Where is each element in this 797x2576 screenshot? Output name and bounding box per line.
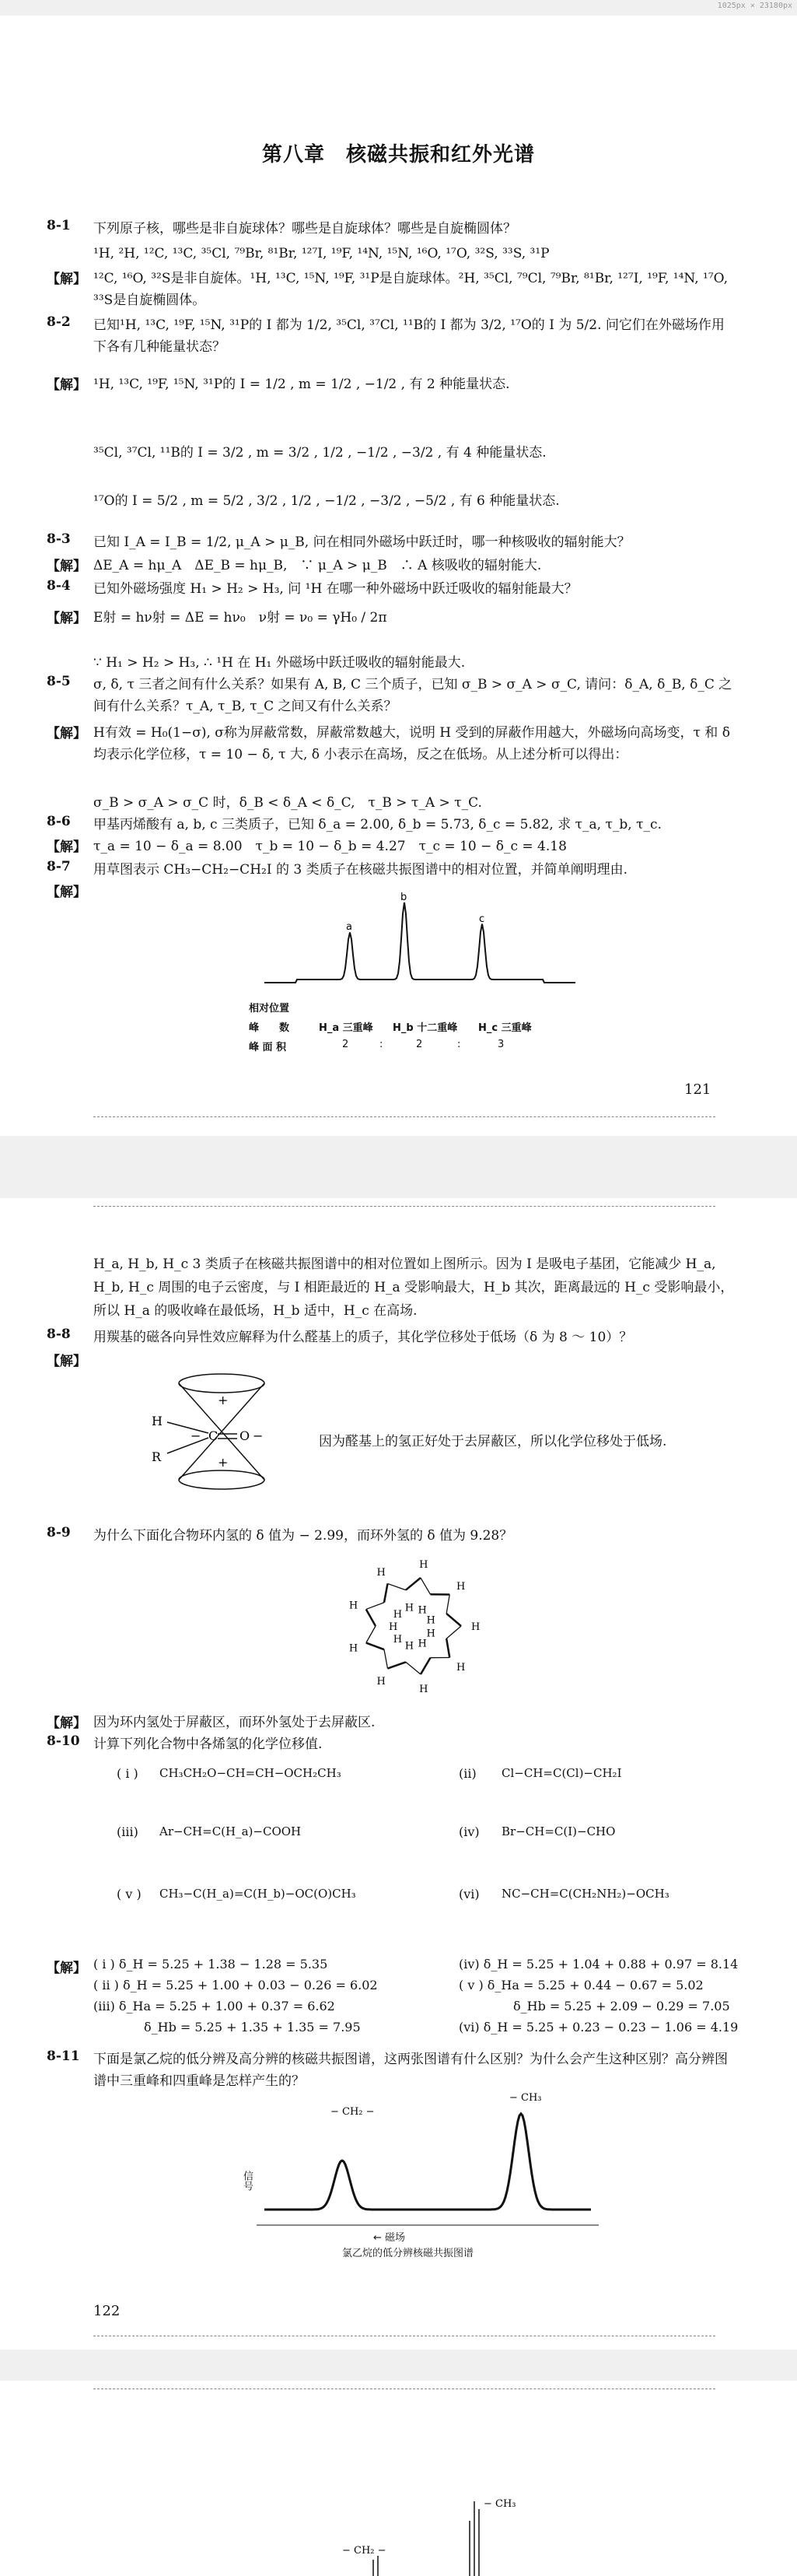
answer-right: ( v ) δ_Ha = 5.25 + 0.44 − 0.67 = 5.02 [459,1978,704,1992]
q811-text: 下面是氯乙烷的低分辨及高分辨的核磁共振图谱，这两张图谱有什么区别？为什么会产生这种区别？高分辨图谱中三重峰和四重峰是怎样产生的？ [93,2052,728,2089]
inner-hydrogen: H [389,1621,398,1633]
item-text: τ_a = 10 − δ_a = 8.00 τ_b = 10 − δ_b = 4.27 τ_c = 10 − δ_c = 4.18 [93,839,567,854]
q810-text: 计算下列化合物中各烯氢的化学位移值. [93,1737,323,1752]
outer-hydrogen: H [348,1642,358,1655]
ring-bond [384,1649,388,1668]
atom-r: R [152,1449,162,1464]
q810-number: 8-10 [47,1733,80,1749]
ring-bond [366,1626,376,1643]
ring-bond [421,1578,431,1594]
compound-formula: Cl−CH=C(Cl)−CH₂I [502,1766,622,1780]
q810-solution-tag: 【解】 [47,1961,86,1976]
item-number: 8-2 [47,314,71,330]
item-number: 【解】 [47,839,86,855]
ring-bond [446,1595,449,1614]
ring-bond [446,1626,461,1638]
answer-left: ( i ) δ_H = 5.25 + 1.38 − 1.28 = 5.35 [93,1957,328,1971]
item-text: 已知¹H, ¹³C, ¹⁹F, ¹⁵N, ³¹P的 I 都为 1/2, ³⁵Cl, ³⁷Cl, ¹¹B的 I 都为 3/2, ¹⁷O的 I 为 5/2. 问它们在外磁场作用下各有几种能量状态？ [93,317,725,355]
page-top-rule [93,1206,715,1207]
nmr-sketch-chart [249,883,591,1070]
low-res-ch2-label: − CH₂ − [330,2106,375,2118]
item-text: ¹⁷O的 I = 5/2 , m = 5/2 , 3/2 , 1/2 , −1/2 , −3/2 , −5/2 , 有 6 种能量状态. [93,493,560,509]
q89-solution-tag: 【解】 [47,1716,86,1731]
q87-explanation: H_a, H_b, H_c 3 类质子在核磁共振图谱中的相对位置如上图所示。因为 I 是吸电子基团，它能减少 H_a, H_b, H_c 周围的电子云密度，与 I 相距最近的 H_a 受影响最大，H_b 其次，距离最远的 H_c 受影响最小，所以 H_a 的吸收峰在最低场，H_b 适中，H_c 在高场. [93,1256,734,1319]
q88-solution-text: 因为醛基上的氢正好处于去屏蔽区，所以化学位移处于低场. [319,1434,667,1449]
compound-formula: NC−CH=C(CH₂NH₂)−OCH₃ [502,1887,669,1901]
bond-h-c [167,1422,208,1433]
ring-bond [446,1638,449,1657]
peak-area-head: 峰 面 积 [249,1042,287,1053]
outer-hydrogen: H [376,1566,386,1579]
item-text: ³⁵Cl, ³⁷Cl, ¹¹B的 I = 3/2 , m = 3/2 , 1/2 , −1/2 , −3/2 , 有 4 种能量状态. [93,445,547,461]
peak-label-c: c [479,913,485,925]
compound-label: (vi) [459,1887,480,1901]
page-number: 121 [684,1081,711,1098]
item-text: σ_B > σ_A > σ_C 时，δ_B < δ_A < δ_C, τ_B > τ_A > τ_C. [93,795,482,811]
low-res-caption: 氯乙烷的低分辨核磁共振图谱 [342,2248,474,2259]
item-number: 【解】 [47,726,86,741]
compound-label: ( v ) [117,1887,142,1901]
atom-h: H [152,1414,163,1428]
minus-left: − [191,1428,201,1443]
outer-hydrogen: H [348,1600,358,1612]
low-res-spectrum-svg [257,2093,599,2241]
carbonyl-cone-svg [132,1362,280,1502]
ring-bond [406,1662,421,1674]
page-number: 122 [93,2303,121,2319]
outer-hydrogen: H [456,1580,466,1593]
compound-formula: CH₃CH₂O−CH=CH−OCH₂CH₃ [159,1766,341,1780]
peak-area-c: 3 [498,1039,505,1050]
inner-hydrogen: H [426,1628,435,1640]
low-res-spectrum-line [264,2114,591,2210]
ring-bond [366,1603,384,1610]
annulene-svg [334,1552,490,1700]
low-res-ch3-label: − CH₃ [509,2093,542,2104]
compound-formula: Br−CH=C(I)−CHO [502,1824,616,1838]
peak-area-b: 2 [416,1039,423,1050]
ring-bond [421,1658,431,1674]
peak-area-sep-2: : [457,1039,461,1050]
answer-left: ( ii ) δ_H = 5.25 + 1.00 + 0.03 − 0.26 = 6.02 [93,1978,378,1992]
peak-count-c: H_c 三重峰 [478,1022,532,1034]
item-number: 【解】 [47,377,86,393]
inner-hydrogen: H [404,1640,414,1652]
peak-count-head: 峰 数 [249,1022,290,1034]
plus-bottom: + [218,1455,229,1470]
inner-hydrogen: H [393,1634,403,1646]
ring-bond [406,1578,421,1590]
item-text: 已知外磁场强度 H₁ > H₂ > H₃, 问 ¹H 在哪一种外磁场中跃迁吸收的辐射能最大？ [93,581,578,597]
page-bottom-rule [93,1116,715,1117]
page-top-rule [93,2388,715,2389]
item-text: H有效 = H₀(1−σ), σ称为屏蔽常数，屏蔽常数越大，说明 H 受到的屏蔽作用越大，外磁场向高场变，τ 和 δ 均表示化学位移，τ = 10 − δ, τ 大, δ 小表示在高场，反之在低场。从上述分析可以得出： [93,725,730,762]
ring-bond [384,1583,388,1602]
peak-count-b: H_b 十二重峰 [393,1022,458,1034]
inner-hydrogen: H [418,1604,427,1617]
compound-label: (iii) [117,1824,138,1839]
item-number: 8-5 [47,674,71,689]
compound-label: ( i ) [117,1766,138,1781]
q88-solution-tag: 【解】 [47,1354,86,1369]
item-number: 8-7 [47,859,71,874]
ring-bond [366,1609,376,1626]
ring-bond [388,1583,406,1589]
item-number: 【解】 [47,559,86,574]
page-121 [0,16,797,1136]
answer-left: δ_Hb = 5.25 + 1.35 + 1.35 = 7.95 [144,2020,361,2035]
answer-right: (vi) δ_H = 5.25 + 0.23 − 0.23 − 1.06 = 4.19 [459,2020,739,2035]
answer-right: (iv) δ_H = 5.25 + 1.04 + 0.88 + 0.97 = 8.14 [459,1957,739,1971]
low-res-field-label: ← 磁场 [373,2232,406,2244]
q89-text: 为什么下面化合物环内氢的 δ 值为 − 2.99，而环外氢的 δ 值为 9.28？ [93,1528,513,1544]
high-res-spectrum [327,2497,529,2576]
ring-bond [446,1614,461,1626]
q88-number: 8-8 [47,1327,71,1342]
peak-label-a: a [346,921,352,933]
atom-c: C [208,1428,218,1443]
item-number: 8-3 [47,531,71,547]
q88-text: 用羰基的磁各向异性效应解释为什么醛基上的质子，其化学位移处于低场（δ 为 8 ～ 10）？ [93,1330,633,1345]
compound-formula: CH₃−C(H_a)=C(H_b)−OC(O)CH₃ [159,1887,356,1901]
cone-bottom-ellipse [179,1470,264,1489]
peak-count-a: H_a 三重峰 [319,1022,373,1034]
annulene-structure [334,1552,490,1700]
answer-right: δ_Hb = 5.25 + 2.09 − 0.29 = 7.05 [513,1999,730,2013]
inner-hydrogen: H [426,1614,435,1627]
peak-area-a: 2 [342,1039,349,1050]
ring-bond [366,1643,384,1650]
item-text: 用草图表示 CH₃−CH₂−CH₂I 的 3 类质子在核磁共振图谱中的相对位置，并简单阐明理由. [93,862,627,878]
peak-label-b: b [400,892,407,903]
high-res-spectrum-svg [327,2497,529,2576]
minus-right: − [253,1428,264,1443]
inner-hydrogen: H [393,1608,403,1621]
atom-o: O [239,1428,250,1443]
item-text: 甲基丙烯酸有 a, b, c 三类质子，已知 δ_a = 2.00, δ_b = 5.73, δ_c = 5.82, 求 τ_a, τ_b, τ_c. [93,817,662,832]
item-text: ΔE_A = hμ_A ΔE_B = hμ_B, ∵ μ_A > μ_B ∴ A 核吸收的辐射能大. [93,558,542,573]
outer-hydrogen: H [471,1621,481,1633]
inner-hydrogen: H [418,1638,427,1650]
chapter-title: 第八章 核磁共振和红外光谱 [261,143,535,166]
relative-position-label: 相对位置 [249,1003,290,1015]
outer-hydrogen: H [419,1683,428,1695]
item-text: ¹H, ²H, ¹²C, ¹³C, ³⁵Cl, ⁷⁹Br, ⁸¹Br, ¹²⁷I, ¹⁹F, ¹⁴N, ¹⁵N, ¹⁶O, ¹⁷O, ³²S, ³³S, ³¹P [93,246,550,261]
nmr-spectrum-line [264,902,575,983]
bond-r-c [167,1438,208,1453]
cone-top-ellipse [179,1374,264,1393]
item-text: ∵ H₁ > H₂ > H₃, ∴ ¹H 在 H₁ 外磁场中跃迁吸收的辐射能最大. [93,655,466,671]
page-123-partial [0,2381,797,2576]
high-res-ch3-label: − CH₃ [484,2498,516,2510]
compound-label: (ii) [459,1766,477,1781]
item-text: 已知 I_A = I_B = 1/2, μ_A > μ_B, 问在相同外磁场中跃迁时，哪一种核吸收的辐射能大？ [93,534,631,550]
item-number: 【解】 [47,885,86,900]
low-res-y-label: 信号 [241,2171,253,2191]
item-text: σ, δ, τ 三者之间有什么关系？如果有 A, B, C 三个质子，已知 σ_B > σ_A > σ_C, 请问：δ_A, δ_B, δ_C 之间有什么关系？τ_A, τ_B, τ_C 之间又有什么关系？ [93,677,732,714]
item-text: E射 = hν射 = ΔE = hν₀ ν射 = ν₀ = γH₀ / 2π [93,610,387,626]
compound-label: (iv) [459,1824,480,1839]
item-number: 【解】 [47,611,86,626]
carbonyl-cone-diagram [132,1362,280,1502]
outer-hydrogen: H [419,1559,428,1572]
peak-area-sep-1: : [379,1039,383,1050]
ring-bond [388,1662,406,1668]
item-text: ¹H, ¹³C, ¹⁹F, ¹⁵N, ³¹P的 I = 1/2 , m = 1/2 , −1/2 , 有 2 种能量状态. [93,377,510,392]
item-number: 8-1 [47,218,71,233]
compound-formula: Ar−CH=C(H_a)−COOH [159,1824,302,1838]
answer-left: (iii) δ_Ha = 5.25 + 1.00 + 0.37 = 6.62 [93,1999,335,2013]
q811-number: 8-11 [47,2049,80,2064]
item-number: 8-4 [47,578,71,594]
dimension-label: 1025px × 23180px [717,2,792,10]
low-res-spectrum [241,2093,599,2259]
item-text: ¹²C, ¹⁶O, ³²S是非自旋体。¹H, ¹³C, ¹⁵N, ¹⁹F, ³¹P是自旋球体。²H, ³⁵Cl, ⁷⁹Cl, ⁷⁹Br, ⁸¹Br, ¹²⁷I, ¹⁹F, ¹⁴N, ¹⁷O, ³³S是自旋椭圆体。 [93,271,728,308]
item-number: 【解】 [47,272,86,287]
high-res-ch2-label: − CH₂ − [342,2545,386,2557]
outer-hydrogen: H [456,1662,466,1674]
q89-number: 8-9 [47,1525,71,1540]
page-122 [0,1198,797,2350]
inner-hydrogen: H [404,1602,414,1614]
item-number: 8-6 [47,814,71,829]
q89-solution-text: 因为环内氢处于屏蔽区，而环外氢处于去屏蔽区. [93,1715,376,1730]
item-text: 下列原子核，哪些是非自旋球体？哪些是自旋球体？哪些是自旋椭圆体？ [93,221,516,237]
outer-hydrogen: H [376,1676,386,1688]
plus-top: + [218,1393,229,1407]
